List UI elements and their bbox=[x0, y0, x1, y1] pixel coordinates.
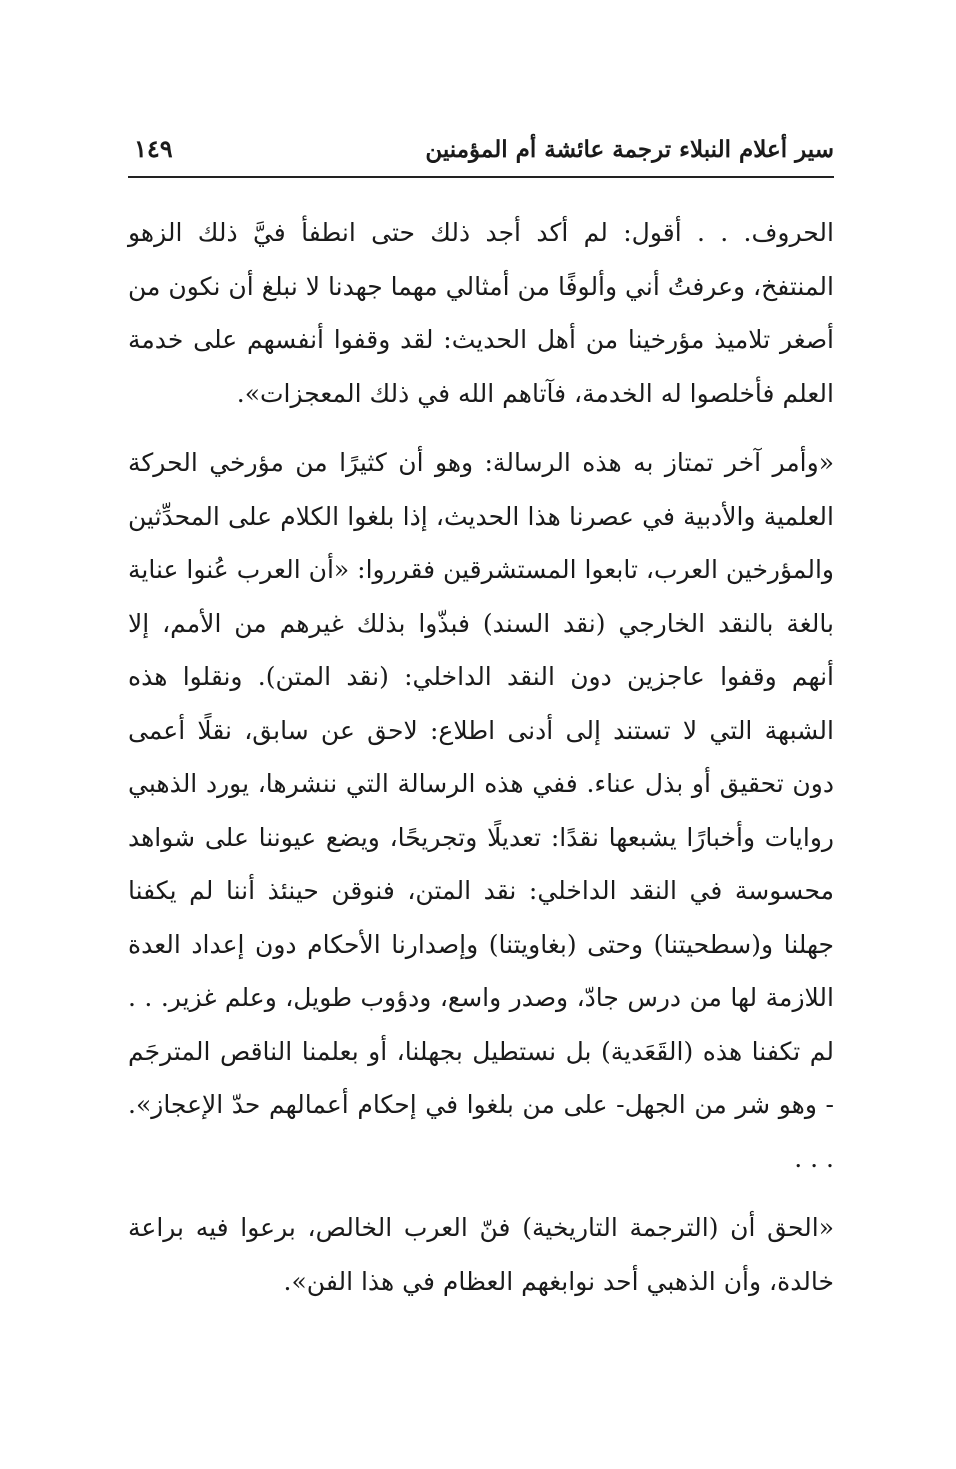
paragraph-1: الحروف. . . أقول: لم أكد أجد ذلك حتى انطفأ فيَّ ذلك الزهو المنتفخ، وعرفتُ أني وألوفًا من أمثالي مهما جهدنا لا نبلغ أن نكون من أصغر تلاميذ مؤرخينا من أهل الحديث: لقد وقفوا أنفسهم على خدمة العلم فأخلصوا له الخدمة، فآتاهم الله في ذلك المعجزات». bbox=[128, 218, 834, 408]
page-number: ١٤٩ bbox=[134, 134, 173, 163]
running-title: سير أعلام النبلاء ترجمة عائشة أم المؤمنين bbox=[425, 136, 834, 163]
page-header bbox=[128, 120, 834, 178]
paragraph-2: «وأمر آخر تمتاز به هذه الرسالة: وهو أن كثيرًا من مؤرخي الحركة العلمية والأدبية في عصرنا هذا الحديث، إذا بلغوا الكلام على المحدِّثين والمؤرخين العرب، تابعوا المستشرقين فقرروا: «أن العرب عُنوا عناية بالغة بالنقد الخارجي (نقد السند) فبذّوا بذلك غيرهم من الأمم، إلا أنهم وقفوا عاجزين دون النقد الداخلي: (نقد المتن). ونقلوا هذه الشبهة التي لا تستند إلى أدنى اطلاع: لاحق عن سابق، نقلًا أعمى دون تحقيق أو بذل عناء. ففي هذه الرسالة التي ننشرها، يورد الذهبي روايات وأخبارًا يشبعها نقدًا: تعديلًا وتجريحًا، ويضع عيوننا على شواهد محسوسة في النقد الداخلي: نقد المتن، فنوقن حينئذ أننا لم يكفنا جهلنا و(سطحيتنا) وحتى (بغاويتنا) وإصدارنا الأحكام دون إعداد العدة اللازمة لها من درس جادّ، وصدر واسع، ودؤوب طويل، وعلم غزير. . . لم تكفنا هذه (القَعَدية) بل نستطيل بجهلنا، أو بعلمنا الناقص المترجَم - وهو شر من الجهل- على من بلغوا في إحكام أعمالهم حدّ الإعجاز». . . . bbox=[128, 448, 834, 1173]
paragraph-3: «الحق أن (الترجمة التاريخية) فنّ العرب الخالص، برعوا فيه براعة خالدة، وأن الذهبي أحد نوابغهم العظام في هذا الفن». bbox=[128, 1213, 834, 1296]
body-text bbox=[128, 206, 834, 1308]
book-page bbox=[128, 120, 834, 1340]
